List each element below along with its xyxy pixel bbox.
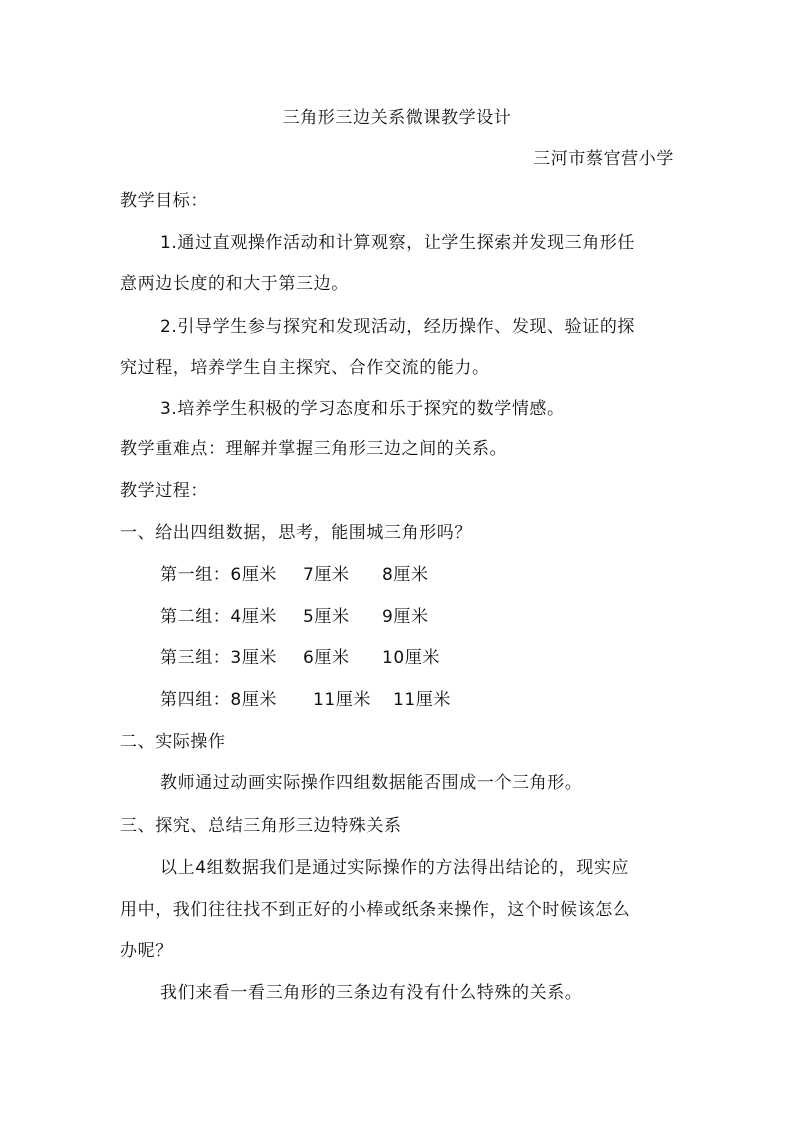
objective-2-line-2: 究过程，培养学生自主探究、合作交流的能力。	[120, 358, 490, 378]
objective-2-line-1: 2.引导学生参与探究和发现活动，经历操作、发现、验证的探	[160, 317, 636, 337]
group-1-side-c: 8厘米	[382, 565, 429, 585]
section-2-heading: 二、实际操作	[120, 732, 226, 752]
group-3-side-c: 10厘米	[382, 648, 441, 668]
group-2-row	[160, 606, 500, 628]
section-3-paragraph-1-line-2: 用中，我们往往找不到正好的小棒或纸条来操作，这个时候该怎么	[120, 900, 631, 920]
group-1-row	[160, 564, 500, 586]
group-3-side-b: 6厘米	[303, 648, 350, 668]
group-3-row	[160, 647, 500, 669]
school-name: 三河市蔡官营小学	[533, 149, 674, 169]
objective-1-line-1: 1.通过直观操作活动和计算观察，让学生探索并发现三角形任	[160, 233, 636, 253]
section-3-paragraph-1-line-1: 以上4组数据我们是通过实际操作的方法得出结论的，现实应	[160, 858, 630, 878]
group-4-row	[160, 689, 500, 711]
group-2-label: 第二组：4厘米	[160, 607, 278, 627]
section-2-text: 教师通过动画实际操作四组数据能否围成一个三角形。	[160, 773, 583, 793]
process-heading: 教学过程：	[120, 481, 208, 501]
group-1-label: 第一组：6厘米	[160, 565, 278, 585]
document-title: 三角形三边关系微课教学设计	[282, 108, 512, 128]
section-3-paragraph-2: 我们来看一看三角形的三条边有没有什么特殊的关系。	[160, 983, 583, 1003]
section-3-paragraph-1-line-3: 办呢？	[120, 941, 173, 961]
objective-1-line-2: 意两边长度的和大于第三边。	[120, 274, 349, 294]
group-3-label: 第三组：3厘米	[160, 648, 278, 668]
group-2-side-b: 5厘米	[303, 607, 350, 627]
key-points: 教学重难点：理解并掌握三角形三边之间的关系。	[120, 439, 508, 459]
section-1-heading: 一、给出四组数据，思考，能围城三角形吗？	[120, 523, 472, 543]
group-4-label: 第四组：8厘米	[160, 690, 278, 710]
objective-3: 3.培养学生积极的学习态度和乐于探究的数学情感。	[160, 399, 565, 419]
objectives-heading: 教学目标：	[120, 191, 208, 211]
group-1-side-b: 7厘米	[303, 565, 350, 585]
group-4-side-b: 11厘米	[313, 690, 372, 710]
section-3-heading: 三、探究、总结三角形三边特殊关系	[120, 816, 402, 836]
group-4-side-c: 11厘米	[393, 690, 452, 710]
group-2-side-c: 9厘米	[382, 607, 429, 627]
